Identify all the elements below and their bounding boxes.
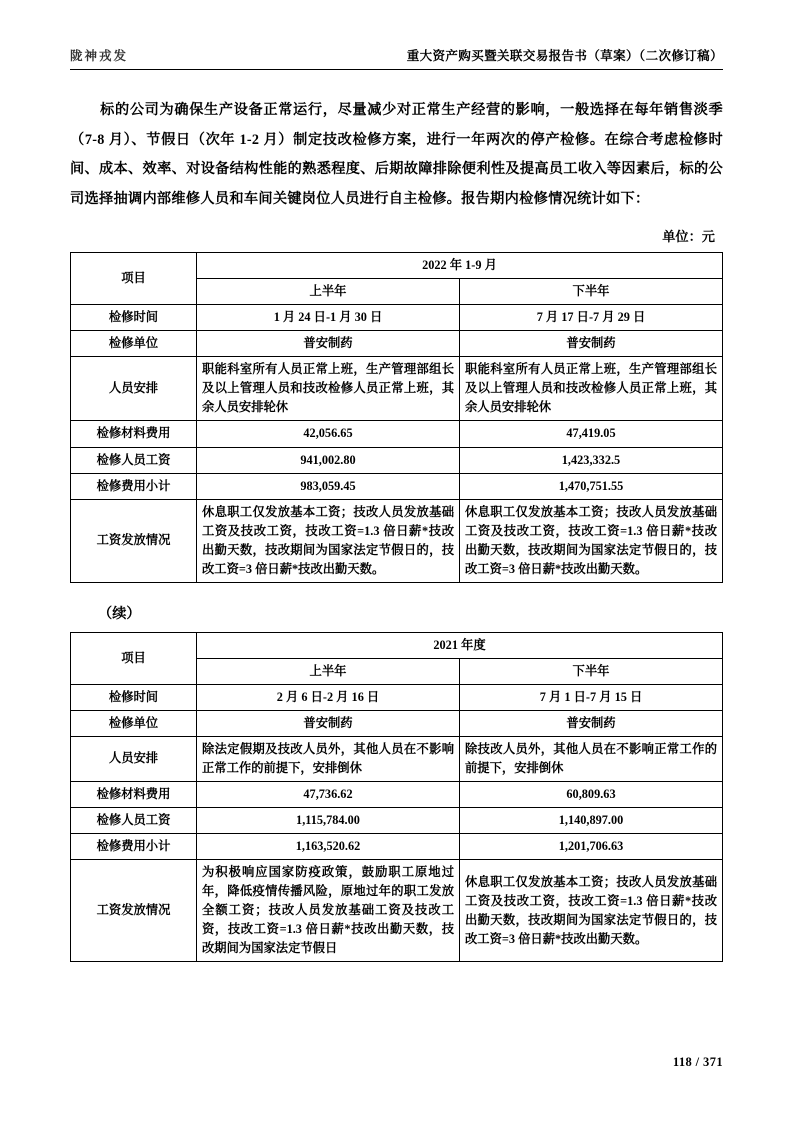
row-label: 检修材料费用 — [71, 421, 197, 447]
row-value-h1: 2 月 6 日-2 月 16 日 — [197, 684, 460, 710]
row-label: 检修时间 — [71, 305, 197, 331]
row-value-h1: 42,056.65 — [197, 421, 460, 447]
col-header-h2: 下半年 — [460, 279, 723, 305]
table-row — [71, 499, 723, 582]
row-label: 工资发放情况 — [71, 499, 197, 582]
table-row — [71, 421, 723, 447]
row-label: 检修材料费用 — [71, 782, 197, 808]
row-value-h2: 1,201,706.63 — [460, 834, 723, 860]
row-value-h1: 职能科室所有人员正常上班，生产管理部组长及以上管理人员和技改检修人员正常上班，其余人员安排轮休 — [197, 357, 460, 421]
table-header-row — [71, 253, 723, 279]
row-label: 检修费用小计 — [71, 834, 197, 860]
row-label: 检修时间 — [71, 684, 197, 710]
row-value-h2: 1,470,751.55 — [460, 473, 723, 499]
row-label: 人员安排 — [71, 736, 197, 781]
row-value-h1: 1,115,784.00 — [197, 808, 460, 834]
paragraph-text: 标的公司为确保生产设备正常运行，尽量减少对正常生产经营的影响，一般选择在每年销售淡季（7-8 月）、节假日（次年 1-2 月）制定技改检修方案，进行一年两次的停产检修。在综合考虑检修时间、成本、效率、对设备结构性能的熟悉程度、后期故障排除便利性及提高员工收入等因素后，标的公司选择抽调内部维修人员和车间关键岗位人员进行自主检修。报告期内检修情况统计如下： — [70, 102, 723, 207]
table-row — [71, 447, 723, 473]
row-value-h2: 60,809.63 — [460, 782, 723, 808]
row-value-h1: 941,002.80 — [197, 447, 460, 473]
row-value-h2: 普安制药 — [460, 331, 723, 357]
page-number: 118 / 371 — [672, 1055, 723, 1069]
row-label: 工资发放情况 — [71, 860, 197, 962]
table-period: 2021 年度 — [197, 632, 723, 658]
row-label: 人员安排 — [71, 357, 197, 421]
row-value-h2: 1,140,897.00 — [460, 808, 723, 834]
table-row — [71, 473, 723, 499]
row-value-h1: 983,059.45 — [197, 473, 460, 499]
table-header-row — [71, 632, 723, 658]
document-title: 重大资产购买暨关联交易报告书（草案）（二次修订稿） — [406, 49, 723, 63]
row-label: 检修费用小计 — [71, 473, 197, 499]
table-row — [71, 331, 723, 357]
row-value-h1: 除法定假期及技改人员外，其他人员在不影响正常工作的前提下，安排倒休 — [197, 736, 460, 781]
row-label: 检修单位 — [71, 331, 197, 357]
row-value-h2: 除技改人员外，其他人员在不影响正常工作的前提下，安排倒休 — [460, 736, 723, 781]
row-value-h2: 1,423,332.5 — [460, 447, 723, 473]
table-title-col: 项目 — [71, 253, 197, 305]
row-value-h2: 普安制药 — [460, 710, 723, 736]
col-header-h1: 上半年 — [197, 279, 460, 305]
row-value-h2: 7 月 1 日-7 月 15 日 — [460, 684, 723, 710]
page-header — [70, 46, 723, 70]
row-value-h1: 1 月 24 日-1 月 30 日 — [197, 305, 460, 331]
table-row — [71, 305, 723, 331]
table-row — [71, 808, 723, 834]
table-row — [71, 860, 723, 962]
row-label: 检修单位 — [71, 710, 197, 736]
table-title-col: 项目 — [71, 632, 197, 684]
col-header-h1: 上半年 — [197, 658, 460, 684]
row-value-h2: 休息职工仅发放基本工资；技改人员发放基础工资及技改工资，技改工资=1.3 倍日薪*技改出勤天数，技改期间为国家法定节假日的，技改工资=3 倍日薪*技改出勤天数。 — [460, 860, 723, 962]
row-value-h2: 47,419.05 — [460, 421, 723, 447]
table-row — [71, 782, 723, 808]
row-value-h1: 普安制药 — [197, 331, 460, 357]
unit-note: 单位：元 — [662, 229, 715, 245]
company-name: 陇神戎发 — [70, 49, 129, 63]
inspection-table-2021 — [70, 632, 723, 963]
row-value-h1: 为积极响应国家防疫政策，鼓励职工原地过年，降低疫情传播风险，原地过年的职工发放全额工资；技改人员发放基础工资及技改工资，技改工资=1.3 倍日薪*技改出勤天数，技改期间为国家法定节假日 — [197, 860, 460, 962]
continued-label: （续） — [98, 605, 141, 622]
row-value-h1: 普安制药 — [197, 710, 460, 736]
table-period: 2022 年 1-9 月 — [197, 253, 723, 279]
table-row — [71, 710, 723, 736]
col-header-h2: 下半年 — [460, 658, 723, 684]
row-label: 检修人员工资 — [71, 808, 197, 834]
row-value-h2: 7 月 17 日-7 月 29 日 — [460, 305, 723, 331]
table-row — [71, 736, 723, 781]
table-row — [71, 684, 723, 710]
row-value-h1: 47,736.62 — [197, 782, 460, 808]
body-paragraph — [70, 96, 723, 214]
row-value-h1: 1,163,520.62 — [197, 834, 460, 860]
row-value-h2: 休息职工仅发放基本工资；技改人员发放基础工资及技改工资，技改工资=1.3 倍日薪*技改出勤天数，技改期间为国家法定节假日的，技改工资=3 倍日薪*技改出勤天数。 — [460, 499, 723, 582]
table-row — [71, 834, 723, 860]
row-value-h1: 休息职工仅发放基本工资；技改人员发放基础工资及技改工资，技改工资=1.3 倍日薪*技改出勤天数，技改期间为国家法定节假日的，技改工资=3 倍日薪*技改出勤天数。 — [197, 499, 460, 582]
table-row — [71, 357, 723, 421]
row-label: 检修人员工资 — [71, 447, 197, 473]
row-value-h2: 职能科室所有人员正常上班，生产管理部组长及以上管理人员和技改检修人员正常上班，其余人员安排轮休 — [460, 357, 723, 421]
inspection-table-2022 — [70, 252, 723, 583]
